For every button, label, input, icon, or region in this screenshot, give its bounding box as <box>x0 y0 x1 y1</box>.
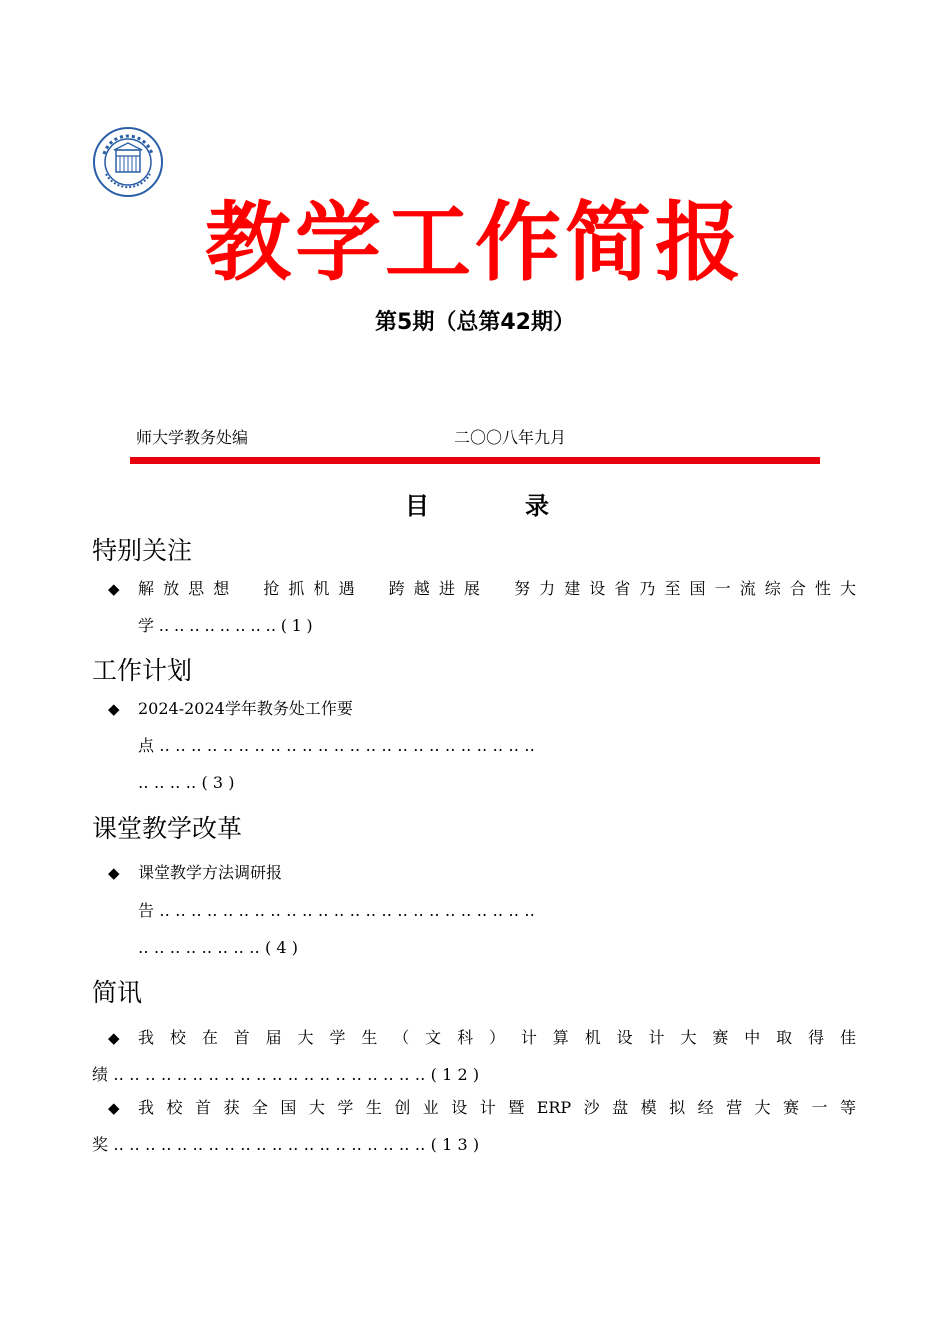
section-title: 特别关注 <box>92 536 193 565</box>
toc-entry-line[interactable]: ‥‥‥‥(3) <box>138 773 240 792</box>
toc-entry-line[interactable]: 课堂教学方法调研报 <box>138 863 283 882</box>
section-title: 课堂教学改革 <box>92 814 243 843</box>
toc-heading: 目 录 <box>405 492 585 520</box>
bullet-icon: ◆ <box>108 864 120 882</box>
bullet-icon: ◆ <box>108 700 120 718</box>
toc-entry-line[interactable]: 解放思想 抢抓机遇 跨越进展 努力建设省乃至国一流综合性大 <box>138 579 856 598</box>
bullet-icon: ◆ <box>108 1029 120 1047</box>
editor-credit: 师大学教务处编 <box>136 428 249 447</box>
toc-entry-line[interactable]: 点‥‥‥‥‥‥‥‥‥‥‥‥‥‥‥‥‥‥‥‥‥‥‥‥ <box>138 736 541 755</box>
issue-number: 第5期（总第42期） <box>375 310 575 335</box>
section-title: 工作计划 <box>92 656 193 685</box>
toc-entry-line[interactable]: 2024-2024学年教务处工作要 <box>138 699 353 718</box>
section-title: 简讯 <box>92 978 143 1007</box>
toc-entry-line[interactable]: 奖‥‥‥‥‥‥‥‥‥‥‥‥‥‥‥‥‥‥‥‥(13) <box>92 1135 485 1154</box>
toc-entry-line[interactable]: 告‥‥‥‥‥‥‥‥‥‥‥‥‥‥‥‥‥‥‥‥‥‥‥‥ <box>138 901 541 920</box>
toc-entry-line[interactable]: 绩‥‥‥‥‥‥‥‥‥‥‥‥‥‥‥‥‥‥‥‥(12) <box>92 1065 485 1084</box>
toc-entry-line[interactable]: 学‥‥‥‥‥‥‥‥(1) <box>138 616 318 635</box>
bullet-icon: ◆ <box>108 580 120 598</box>
publish-date: 二〇〇八年九月 <box>454 428 567 447</box>
red-divider <box>130 457 820 464</box>
toc-entry-line[interactable]: ‥‥‥‥‥‥‥‥(4) <box>138 938 304 957</box>
toc-entry-line[interactable]: 我校首获全国大学生创业设计暨ERP沙盘模拟经营大赛一等 <box>138 1098 856 1117</box>
bulletin-title: 教学工作简报 <box>205 193 745 293</box>
toc-entry-line[interactable]: 我校在首届大学生（文科）计算机设计大赛中取得佳 <box>138 1028 856 1047</box>
bullet-icon: ◆ <box>108 1099 120 1117</box>
university-seal-logo <box>92 126 164 198</box>
